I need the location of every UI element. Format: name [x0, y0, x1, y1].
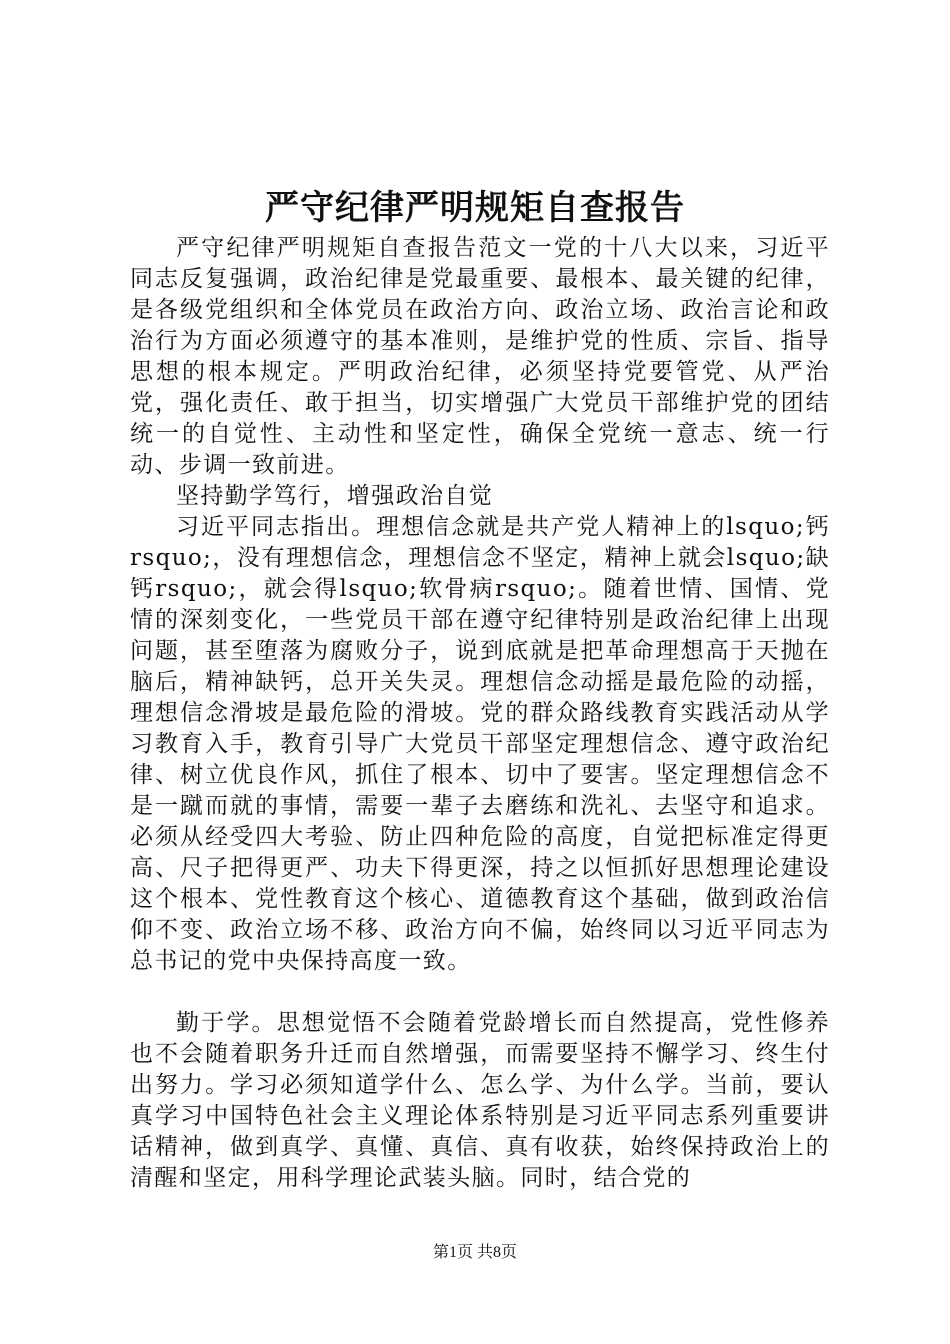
paragraph-ideals: 习近平同志指出。理想信念就是共产党人精神上的lsquo;钙rsquo;，没有理想信念，理想信念不坚定，精神上就会lsquo;缺钙rsquo;，就会得lsquo;软骨病rsquo;。随着世情、国情、党情的深刻变化，一些党员干部在遵守纪律特别是政治纪律上出现问题，甚至堕落为腐败分子，说到底就是把革命理想高于天抛在脑后，精神缺钙，总开关失灵。理想信念动摇是最危险的动摇，理想信念滑坡是最危险的滑坡。党的群众路线教育实践活动从学习教育入手，教育引导广大党员干部坚定理想信念、遵守政治纪律、树立优良作风，抓住了根本、切中了要害。坚定理想信念不是一蹴而就的事情，需要一辈子去磨练和洗礼、去坚守和追求。必须从经受四大考验、防止四种危险的高度，自觉把标准定得更高、尺子把得更严、功夫下得更深，持之以恒抓好思想理论建设这个根本、党性教育这个核心、道德教育这个基础，做到政治信仰不变、政治立场不移、政治方向不偏，始终同以习近平同志为总书记的党中央保持高度一致。: [130, 514, 830, 974]
page-footer: 第1页 共8页: [432, 1244, 517, 1261]
document-body: [130, 233, 830, 1194]
section-heading: 坚持勤学笃行，增强政治自觉: [176, 483, 494, 509]
paragraph-intro: 严守纪律严明规矩自查报告范文一党的十八大以来，习近平同志反复强调，政治纪律是党最重要、最根本、最关键的纪律，是各级党组织和全体党员在政治方向、政治立场、政治言论和政治行为方面必须遵守的基本准则，是维护党的性质、宗旨、指导思想的根本规定。严明政治纪律，必须坚持党要管党、从严治党，强化责任、敢于担当，切实增强广大党员干部维护党的团结统一的自觉性、主动性和坚定性，确保全党统一意志、统一行动、步调一致前进。: [130, 235, 830, 478]
paragraph-study: 勤于学。思想觉悟不会随着党龄增长而自然提高，党性修养也不会随着职务升迁而自然增强，而需要坚持不懈学习、终生付出努力。学习必须知道学什么、怎么学、为什么学。当前，要认真学习中国特色社会主义理论体系特别是习近平同志系列重要讲话精神，做到真学、真懂、真信、真有收获，始终保持政治上的清醒和坚定，用科学理论武装头脑。同时，结合党的: [130, 1010, 830, 1191]
page-title: 严守纪律严明规矩自查报告: [265, 188, 685, 228]
